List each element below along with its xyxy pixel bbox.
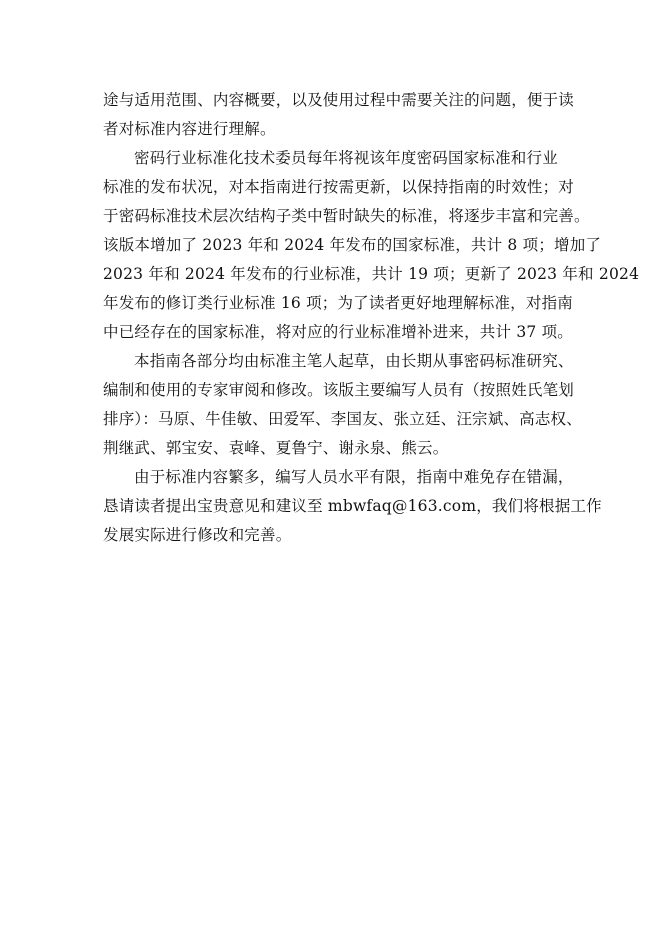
text-line: 排序）：马原、牛佳敏、田爱军、李国友、张立廷、汪宗斌、高志权、 xyxy=(103,410,582,428)
text-line: 编制和使用的专家审阅和修改。该版主要编写人员有（按照姓氏笔划 xyxy=(103,381,575,399)
text-line: 本指南各部分均由标准主笔人起草，由长期从事密码标准研究、 xyxy=(134,352,574,370)
text-line: 者对标准内容进行理解。 xyxy=(103,120,276,138)
paragraph-update-policy xyxy=(103,144,640,347)
text-line: 密码行业标准化技术委员每年将视该年度密码国家标准和行业 xyxy=(134,149,558,167)
paragraph-continuation xyxy=(103,86,573,144)
paragraph-feedback xyxy=(103,463,602,550)
text-line: 途与适用范围、内容概要，以及使用过程中需要关注的问题，便于读 xyxy=(103,91,575,109)
text-line: 中已经存在的国家标准，将对应的行业标准增补进来，共计 37 项。 xyxy=(103,323,573,341)
text-line: 荆继武、郭宝安、袁峰、夏鲁宁、谢永泉、熊云。 xyxy=(103,439,449,457)
text-line: 恳请读者提出宝贵意见和建议至 mbwfaq@163.com，我们将根据工作 xyxy=(103,497,602,515)
text-line: 2023 年和 2024 年发布的行业标准，共计 19 项；更新了 2023 年和 2024 xyxy=(103,265,640,283)
text-line: 发展实际进行修改和完善。 xyxy=(103,526,292,544)
text-line: 年发布的修订类行业标准 16 项；为了读者更好地理解标准，对指南 xyxy=(103,294,573,312)
text-line: 于密码标准技术层次结构子类中暂时缺失的标准，将逐步丰富和完善。 xyxy=(103,207,590,225)
text-line: 由于标准内容繁多，编写人员水平有限，指南中难免存在错漏， xyxy=(134,468,574,486)
text-line: 该版本增加了 2023 年和 2024 年发布的国家标准，共计 8 项；增加了 xyxy=(103,236,602,254)
text-line: 标准的发布状况，对本指南进行按需更新，以保持指南的时效性；对 xyxy=(103,178,575,196)
paragraph-authors xyxy=(103,347,582,463)
document-body xyxy=(103,86,640,550)
